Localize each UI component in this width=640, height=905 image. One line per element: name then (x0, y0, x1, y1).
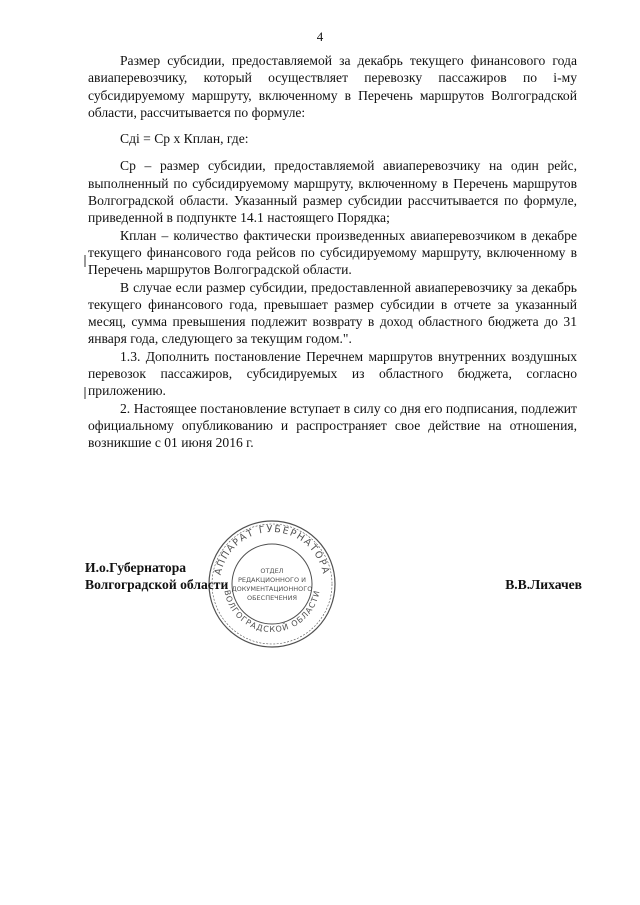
paragraph-excess-return: В случае если размер субсидии, предоставленной авиаперевозчику за декабрь текущего финансового года, превышает размер субсидии в отчете за указанный месяц, сумма превышения подлежит возврату в доход областного бюджета до 31 января года, следующего за текущим годом.". (88, 279, 577, 347)
official-seal (206, 518, 338, 650)
signatory-name: В.В.Лихачев (505, 577, 582, 592)
paragraph-subsidy-size: Размер субсидии, предоставляемой за декабрь текущего финансового года авиаперевозчику, который осуществляет перевозку пассажиров по i-му субсидируемому маршруту, включенному в Перечень маршрутов Волгоградской области, рассчитывается по формуле: (88, 53, 577, 120)
formula: Сдi = Ср x Кплан, где: (120, 131, 249, 147)
page-number: 4 (316, 29, 324, 44)
paragraph-kplan-definition: Кплан – количество фактически произведенных авиаперевозчиком в декабре текущего финансового года рейсов по субсидируемому маршруту, включенному в Перечень маршрутов Волгоградской области. (88, 227, 577, 278)
signatory-title-line2: Волгоградской области (85, 576, 229, 592)
margin-mark (84, 255, 86, 267)
seal-center-line1: ОТДЕЛ (260, 567, 284, 575)
seal-center-line2: РЕДАКЦИОННОГО И (237, 576, 307, 584)
paragraph-cp-definition: Ср – размер субсидии, предоставляемой авиаперевозчику на один рейс, выполненный по субсидируемому маршруту, включенному в Перечень маршрутов Волгоградской области. Указанный размер субсидии рассчитывается по формуле, приведенной в подпункте 14.1 настоящего Порядка; (88, 158, 577, 226)
paragraph-item-1-3: 1.3. Дополнить постановление Перечнем маршрутов внутренних воздушных перевозок пассажиров, субсидируемых из областного бюджета, согласно приложению. (88, 348, 577, 399)
paragraph-item-2: 2. Настоящее постановление вступает в силу со дня его подписания, подлежит официальному опубликованию и распространяет свое действие на отношения, возникшие с 01 июня 2016 г. (88, 400, 577, 451)
seal-inner-ring (232, 544, 312, 624)
seal-center-line4: ОБЕСПЕЧЕНИЯ (246, 594, 298, 602)
margin-mark (84, 387, 86, 399)
seal-top-text: АППАРАТ ГУБЕРНАТОРА (212, 523, 332, 577)
seal-bottom-text: ВОЛГОГРАДСКОЙ ОБЛАСТИ (222, 589, 322, 635)
signatory-title-line1: И.о.Губернатора (85, 560, 187, 575)
seal-center-line3: ДОКУМЕНТАЦИОННОГО (231, 585, 313, 593)
document-body (88, 52, 577, 452)
